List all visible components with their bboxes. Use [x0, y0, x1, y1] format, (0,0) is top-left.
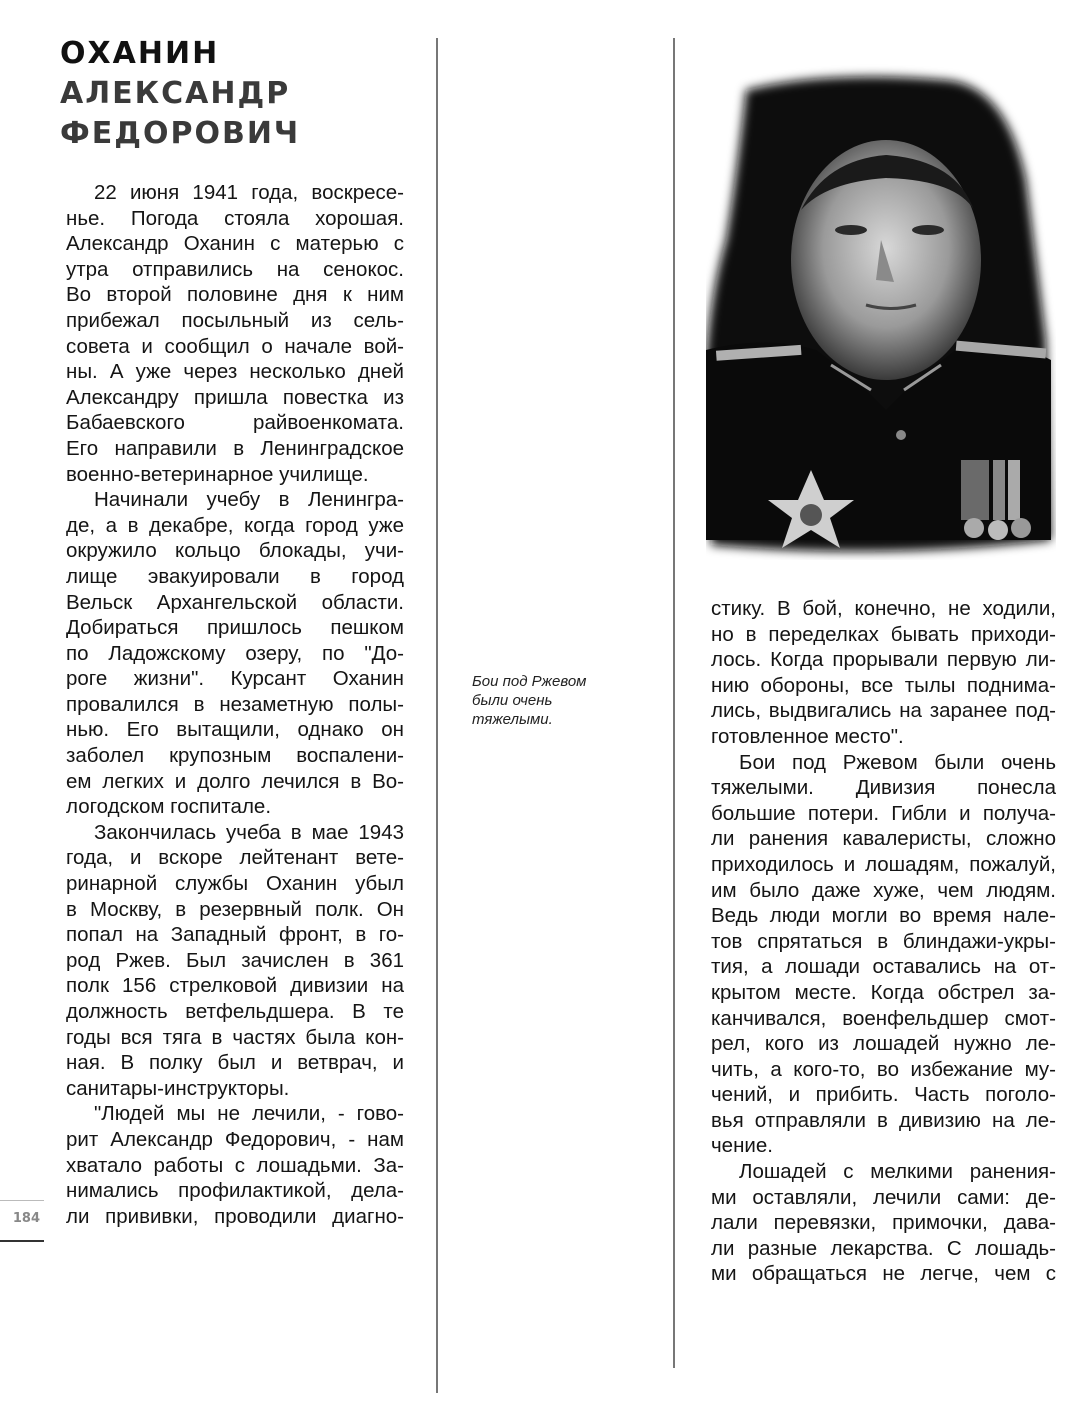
- pull-quote: [472, 672, 652, 729]
- text-line: рел, кого из лошадей нужно ле-: [711, 1032, 1056, 1056]
- text-line: Бои под Ржевом были очень: [739, 750, 1056, 774]
- text-line: лище эвакуировали в город: [66, 564, 404, 588]
- text-line: попал на Западный фронт, в го-: [66, 923, 404, 947]
- text-line: военно-ветеринарное училище.: [66, 462, 369, 486]
- page-number-rule-bottom: [0, 1240, 44, 1242]
- text-line: Александр Оханин с матерью с: [66, 232, 404, 256]
- text-line: стику. В бой, конечно, не ходили,: [711, 597, 1056, 620]
- text-line: прибежал посыльный из сель-: [66, 308, 404, 332]
- column-divider-left: [436, 38, 438, 1393]
- text-line: 22 июня 1941 года, воскресе-: [94, 181, 404, 204]
- title-surname: ОХАНИН: [60, 36, 220, 71]
- text-line: крытом месте. Когда обстрел за-: [711, 980, 1056, 1004]
- text-line: Начинали учебу в Ленингра-: [94, 488, 404, 512]
- text-line: ем легких и долго лечился в Во-: [66, 769, 404, 793]
- title-patronymic: ФЕДОРОВИЧ: [60, 116, 301, 151]
- article-title: [60, 34, 300, 154]
- text-line: ми оставляли, лечили сами: де-: [711, 1185, 1056, 1209]
- text-line: Во второй половине дня к ним: [66, 283, 404, 307]
- text-line: в Москву, в резервный полк. Он: [66, 897, 404, 921]
- text-line: лось. Когда прорывали первую ли-: [711, 648, 1056, 672]
- text-line: ны. А уже через несколько дней: [66, 360, 404, 384]
- text-line: "Людей мы не лечили, - гово-: [94, 1102, 404, 1126]
- text-line: Добираться пришлось пешком: [66, 616, 404, 640]
- pull-quote-line: тяжелыми.: [472, 711, 553, 728]
- page-number: 184: [12, 1211, 40, 1226]
- text-line: рит Александр Федорович, - нам: [66, 1127, 404, 1151]
- text-line: вья отправляли в дивизию на ле-: [711, 1108, 1056, 1132]
- text-line: ная. В полку был и ветврач, и: [66, 1051, 404, 1075]
- text-line: нье. Погода стояла хорошая.: [66, 206, 404, 230]
- text-line: ли прививки, проводили диагно-: [66, 1204, 404, 1228]
- text-line: годы вся тяга в частях была кон-: [66, 1025, 404, 1049]
- pull-quote-line: были очень: [472, 692, 553, 709]
- portrait-image: [706, 60, 1056, 560]
- text-line: ли ранения кавалеристы, сложно: [711, 827, 1056, 851]
- text-line: лись, выдвигались на заранее под-: [711, 699, 1056, 723]
- text-line: провалился в незаметную полы-: [66, 692, 404, 716]
- text-column-left: [66, 180, 404, 1229]
- text-line: большие потери. Гибли и получа-: [711, 801, 1056, 825]
- text-line: заболел крупозным воспалени-: [66, 744, 404, 768]
- text-line: им было даже хуже, чем людям.: [711, 878, 1056, 902]
- text-line: канчивался, военфельдшер смот-: [711, 1006, 1056, 1030]
- pull-quote-line: Бои под Ржевом: [472, 673, 587, 690]
- text-line: тов спрятаться в блиндажи-укры-: [711, 929, 1056, 953]
- text-line: роге жизни". Курсант Оханин: [66, 667, 404, 691]
- text-line: лали перевязки, примочки, дава-: [711, 1211, 1056, 1235]
- text-line: ли разные лекарства. С лошадь-: [711, 1236, 1056, 1260]
- portrait-photo: [706, 60, 1056, 560]
- text-line: ринарной службы Оханин убыл: [66, 872, 404, 896]
- text-line: логодском госпитале.: [66, 795, 272, 819]
- text-line: Его направили в Ленинградское: [66, 436, 404, 460]
- text-line: года, и вскоре лейтенант вете-: [66, 846, 404, 870]
- text-line: хватало работы с лошадьми. За-: [66, 1153, 404, 1177]
- page-number-block: [0, 1200, 44, 1242]
- text-column-right: [711, 596, 1056, 1287]
- text-line: санитары-инструкторы.: [66, 1076, 290, 1100]
- text-line: готовленное место".: [711, 724, 904, 748]
- text-line: Закончилась учеба в мае 1943: [94, 820, 404, 844]
- text-line: нью. Его вытащили, однако он: [66, 718, 404, 742]
- text-line: полк 156 стрелковой дивизии на: [66, 974, 404, 998]
- text-line: но в переделках бывать приходи-: [711, 622, 1056, 646]
- text-line: должность ветфельдшера. В те: [66, 1000, 404, 1023]
- text-line: тяжелыми. Дивизия понесла: [711, 776, 1056, 800]
- text-line: Ведь люди могли во время нале-: [711, 904, 1056, 928]
- text-line: Лошадей с мелкими ранения-: [739, 1160, 1056, 1184]
- text-line: ми обращаться не легче, чем с: [711, 1262, 1056, 1286]
- text-line: окружило кольцо блокады, учи-: [66, 539, 404, 563]
- text-line: род Ржев. Был зачислен в 361: [66, 948, 404, 972]
- text-line: Бабаевского райвоенкомата.: [66, 411, 404, 435]
- text-line: чить, а кого-то, во избежание му-: [711, 1057, 1056, 1081]
- text-line: чение.: [711, 1134, 773, 1158]
- text-line: утра отправились на сенокос.: [66, 257, 404, 281]
- text-line: Александру пришла повестка из: [66, 385, 404, 409]
- text-line: нию обороны, все тылы поднима-: [711, 673, 1056, 697]
- text-line: совета и сообщил о начале вой-: [66, 334, 404, 358]
- text-line: нимались профилактикой, дела-: [66, 1179, 404, 1203]
- title-first-name: АЛЕКСАНДР: [60, 76, 291, 111]
- text-line: де, а в декабре, когда город уже: [66, 513, 404, 537]
- text-line: приходилось и лошадям, пожалуй,: [711, 852, 1056, 876]
- text-line: по Ладожскому озеру, по "До-: [66, 641, 404, 665]
- text-line: тия, а лошади оставались на от-: [711, 955, 1056, 979]
- text-line: Вельск Архангельской области.: [66, 590, 404, 614]
- text-line: чений, и прибить. Часть поголо-: [711, 1083, 1056, 1107]
- column-divider-right: [673, 38, 675, 1368]
